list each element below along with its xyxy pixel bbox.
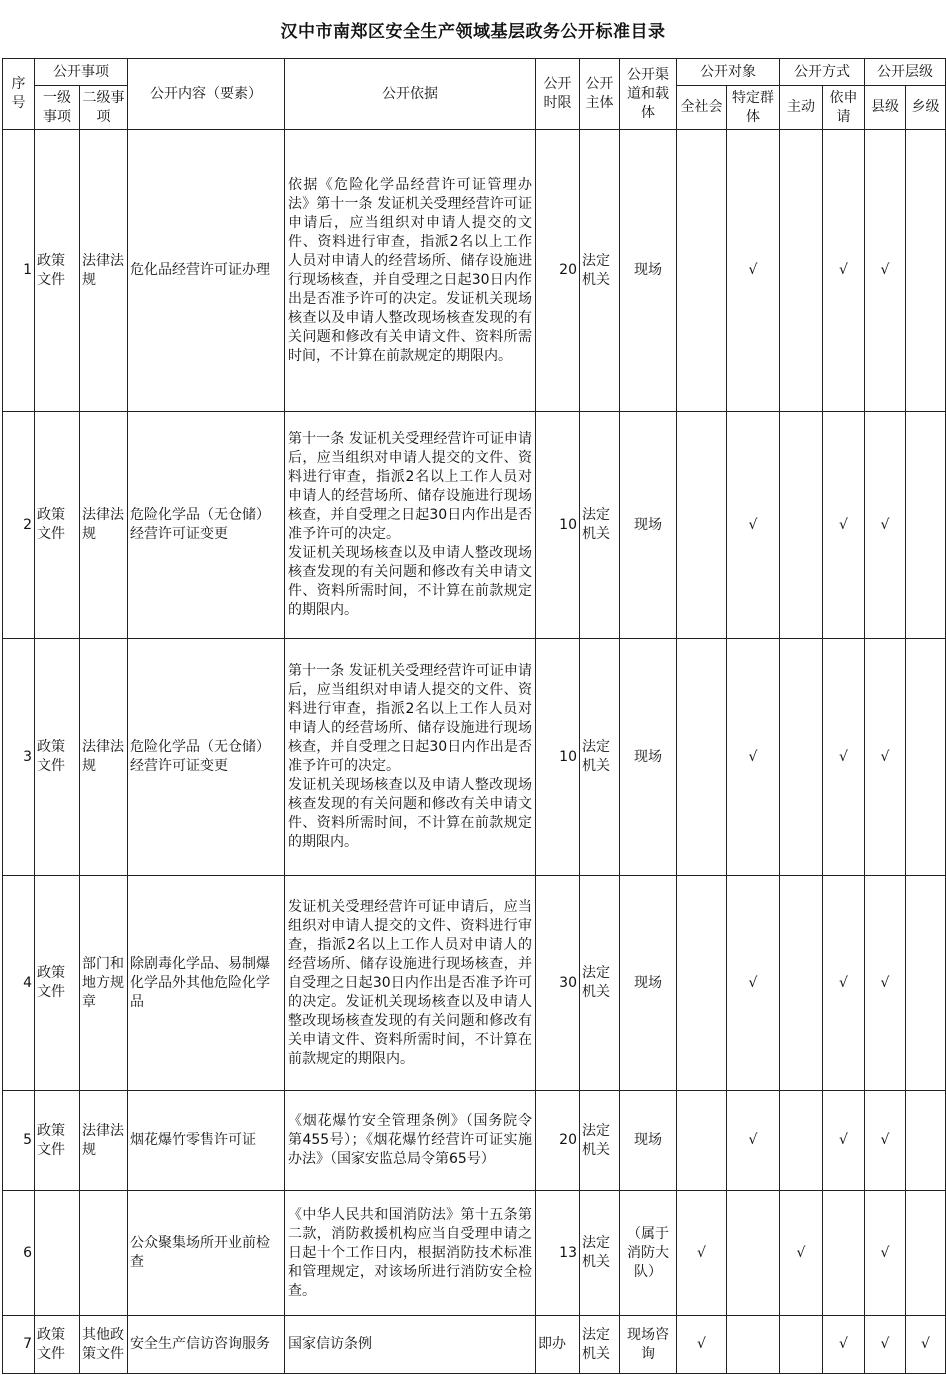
cell-channel: （属于消防大队） [620, 1191, 677, 1316]
cell-target-all: √ [677, 1316, 727, 1374]
cell-target-specific: √ [727, 412, 780, 639]
header-method-active: 主动 [780, 86, 823, 130]
cell-target-all [677, 1091, 727, 1191]
cell-basis [285, 130, 536, 412]
cell-level1: 政策文件 [35, 130, 80, 412]
cell-seq: 5 [3, 1091, 35, 1191]
basis-text-2: 发证机关现场核查以及申请人整改现场核查发现的有关问题和修改有关申请文件、资料所需时间，不计算在前款规定的期限内。 [288, 545, 532, 618]
cell-level-township [906, 1091, 946, 1191]
cell-method-active [780, 876, 823, 1091]
cell-level-county: √ [865, 412, 906, 639]
header-target: 公开对象 [677, 59, 780, 86]
header-method: 公开方式 [780, 59, 865, 86]
table-row [3, 1316, 946, 1374]
cell-method-active [780, 639, 823, 876]
cell-method-active [780, 1091, 823, 1191]
cell-level-township [906, 639, 946, 876]
cell-level-township [906, 876, 946, 1091]
cell-target-specific: √ [727, 1091, 780, 1191]
cell-channel: 现场 [620, 876, 677, 1091]
cell-time-limit: 10 [536, 412, 580, 639]
header-target-specific: 特定群体 [727, 86, 780, 130]
cell-content: 除剧毒化学品、易制爆化学品外其他危险化学品 [128, 876, 285, 1091]
header-level: 公开层级 [865, 59, 946, 86]
cell-method-request: √ [823, 412, 865, 639]
header-target-all: 全社会 [677, 86, 727, 130]
cell-time-limit: 即办 [536, 1316, 580, 1374]
cell-target-all [677, 876, 727, 1091]
table-row [3, 412, 946, 639]
table-row [3, 876, 946, 1091]
cell-level-county: √ [865, 639, 906, 876]
cell-seq: 2 [3, 412, 35, 639]
cell-content: 烟花爆竹零售许可证 [128, 1091, 285, 1191]
cell-subject: 法定机关 [580, 639, 620, 876]
cell-content: 安全生产信访咨询服务 [128, 1316, 285, 1374]
cell-subject: 法定机关 [580, 1091, 620, 1191]
cell-basis [285, 1091, 536, 1191]
cell-time-limit: 20 [536, 1091, 580, 1191]
table-row [3, 1191, 946, 1316]
cell-seq: 4 [3, 876, 35, 1091]
cell-content: 危化品经营许可证办理 [128, 130, 285, 412]
basis-text: 国家信访条例 [288, 1336, 372, 1352]
cell-level-county: √ [865, 130, 906, 412]
cell-target-specific: √ [727, 130, 780, 412]
cell-time-limit: 10 [536, 639, 580, 876]
cell-level-county: √ [865, 1191, 906, 1316]
cell-channel: 现场 [620, 130, 677, 412]
cell-level1: 政策文件 [35, 1316, 80, 1374]
cell-subject: 法定机关 [580, 412, 620, 639]
cell-time-limit: 30 [536, 876, 580, 1091]
basis-text: 《中华人民共和国消防法》第十五条第二款，消防救援机构应当自受理申请之日起十个工作日内，根据消防技术标准和管理规定，对该场所进行消防安全检查。 [288, 1206, 532, 1299]
cell-target-specific: √ [727, 639, 780, 876]
basis-text: 依据《危险化学品经营许可证管理办法》第十一条 发证机关受理经营许可证申请后，应当组织对申请人提交的文件、资料进行审查，指派2名以上工作人员对申请人的经营场所、储存设施进行现场核查，并自受理之日起30日内作出是否准予许可的决定。发证机关现场核查以及申请人整改现场核查发现的有关问题和修改有关申请文件、资料所需时间，不计算在前款规定的期限内。 [288, 176, 532, 364]
header-matters: 公开事项 [35, 59, 128, 86]
cell-level2: 法律法规 [80, 639, 128, 876]
cell-level2: 法律法规 [80, 1091, 128, 1191]
cell-level1: 政策文件 [35, 876, 80, 1091]
header-subject: 公开主体 [580, 59, 620, 130]
cell-method-request: √ [823, 130, 865, 412]
cell-channel: 现场 [620, 639, 677, 876]
cell-method-active [780, 412, 823, 639]
table-row [3, 130, 946, 412]
cell-level-county: √ [865, 1091, 906, 1191]
header-seq: 序号 [3, 59, 35, 130]
cell-channel: 现场 [620, 412, 677, 639]
cell-level-county: √ [865, 876, 906, 1091]
cell-seq: 1 [3, 130, 35, 412]
cell-target-specific [727, 1191, 780, 1316]
cell-level2: 法律法规 [80, 412, 128, 639]
header-channel: 公开渠道和载体 [620, 59, 677, 130]
cell-basis [285, 639, 536, 876]
cell-subject: 法定机关 [580, 1316, 620, 1374]
cell-level-township [906, 130, 946, 412]
basis-text-2: 发证机关现场核查以及申请人整改现场核查发现的有关问题和修改有关申请文件、资料所需时间，不计算在前款规定的期限内。 [288, 777, 532, 850]
basis-text: 发证机关受理经营许可证申请后，应当组织对申请人提交的文件、资料进行审查，指派2名以上工作人员对申请人的经营场所、储存设施进行现场核查，并自受理之日起30日内作出是否准予许可的决定。发证机关现场核查以及申请人整改现场核查发现的有关问题和修改有关申请文件、资料所需时间，不计算在前款规定的期限内。 [288, 898, 532, 1067]
basis-text: 《烟花爆竹安全管理条例》（国务院令第455号）；《烟花爆竹经营许可证实施办法》（国家安监总局令第65号） [288, 1113, 532, 1167]
cell-content: 危险化学品（无仓储）经营许可证变更 [128, 412, 285, 639]
cell-basis [285, 412, 536, 639]
page-title: 汉中市南郑区安全生产领域基层政务公开标准目录 [280, 21, 666, 42]
cell-basis [285, 1316, 536, 1374]
cell-method-request: √ [823, 1091, 865, 1191]
header-level-county: 县级 [865, 86, 906, 130]
cell-level1: 政策文件 [35, 639, 80, 876]
cell-channel: 现场咨询 [620, 1316, 677, 1374]
cell-target-all [677, 412, 727, 639]
cell-seq: 3 [3, 639, 35, 876]
cell-basis [285, 876, 536, 1091]
cell-seq: 7 [3, 1316, 35, 1374]
cell-method-active [780, 1316, 823, 1374]
cell-method-request [823, 1191, 865, 1316]
cell-target-specific: √ [727, 876, 780, 1091]
cell-level1 [35, 1191, 80, 1316]
cell-method-request: √ [823, 876, 865, 1091]
cell-method-request: √ [823, 639, 865, 876]
cell-method-request: √ [823, 1316, 865, 1374]
header-basis: 公开依据 [285, 59, 536, 130]
cell-level2: 其他政策文件 [80, 1316, 128, 1374]
cell-method-active [780, 130, 823, 412]
header-level-township: 乡级 [906, 86, 946, 130]
cell-level2 [80, 1191, 128, 1316]
cell-target-specific [727, 1316, 780, 1374]
header-level1: 一级事项 [35, 86, 80, 130]
table-row [3, 639, 946, 876]
cell-target-all [677, 639, 727, 876]
header-content: 公开内容（要素） [128, 59, 285, 130]
cell-content: 危险化学品（无仓储）经营许可证变更 [128, 639, 285, 876]
header-time-limit: 公开时限 [536, 59, 580, 130]
cell-level1: 政策文件 [35, 412, 80, 639]
cell-level2: 法律法规 [80, 130, 128, 412]
cell-level-township [906, 412, 946, 639]
disclosure-catalog-table [2, 58, 946, 1374]
cell-level-township [906, 1191, 946, 1316]
cell-time-limit: 13 [536, 1191, 580, 1316]
cell-level-township: √ [906, 1316, 946, 1374]
basis-text: 第十一条 发证机关受理经营许可证申请后，应当组织对申请人提交的文件、资料进行审查，指派2名以上工作人员对申请人的经营场所、储存设施进行现场核查，并自受理之日起30日内作出是否准予许可的决定。 [288, 431, 532, 542]
cell-method-active: √ [780, 1191, 823, 1316]
basis-text: 第十一条 发证机关受理经营许可证申请后，应当组织对申请人提交的文件、资料进行审查，指派2名以上工作人员对申请人的经营场所、储存设施进行现场核查，并自受理之日起30日内作出是否准予许可的决定。 [288, 663, 532, 774]
cell-level1: 政策文件 [35, 1091, 80, 1191]
cell-subject: 法定机关 [580, 130, 620, 412]
cell-time-limit: 20 [536, 130, 580, 412]
cell-subject: 法定机关 [580, 1191, 620, 1316]
header-level2: 二级事项 [80, 86, 128, 130]
cell-basis [285, 1191, 536, 1316]
header-row-1 [3, 59, 946, 86]
header-method-request: 依申请 [823, 86, 865, 130]
cell-level2: 部门和地方规章 [80, 876, 128, 1091]
cell-content: 公众聚集场所开业前检查 [128, 1191, 285, 1316]
cell-channel: 现场 [620, 1091, 677, 1191]
cell-level-county: √ [865, 1316, 906, 1374]
table-row [3, 1091, 946, 1191]
cell-target-all: √ [677, 1191, 727, 1316]
cell-seq: 6 [3, 1191, 35, 1316]
cell-target-all [677, 130, 727, 412]
cell-subject: 法定机关 [580, 876, 620, 1091]
